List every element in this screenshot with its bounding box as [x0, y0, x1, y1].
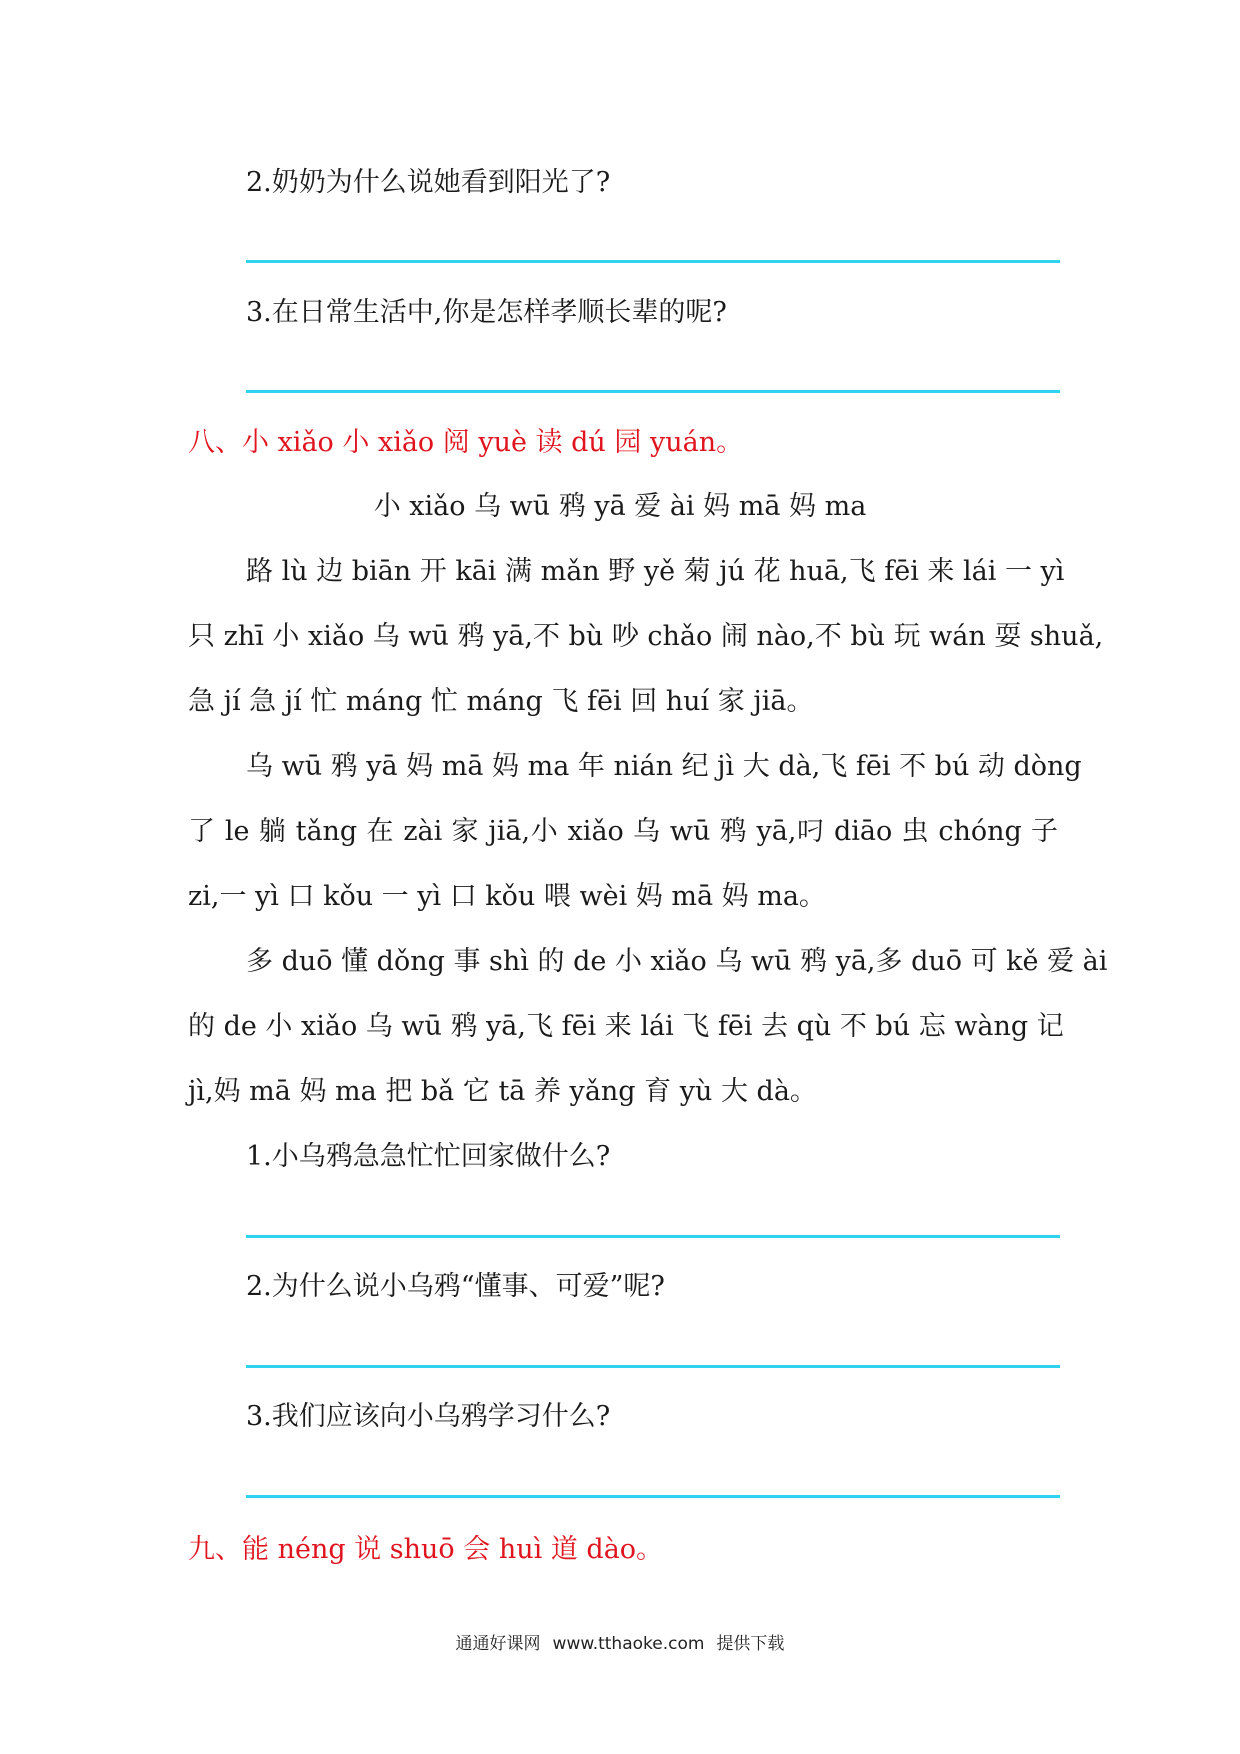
- story-paragraph-1-line-2: 只 zhī 小 xiǎo 乌 wū 鸦 yā,不 bù 吵 chǎo 闹 nào,不 bù 玩 wán 耍 shuǎ,: [188, 621, 1104, 652]
- footer-url[interactable]: www.tthaoke.com: [552, 1634, 705, 1654]
- answer-line[interactable]: [246, 260, 1060, 263]
- footer-site-name: 通通好课网: [455, 1634, 541, 1654]
- story-paragraph-3-line-1: 多 duō 懂 dǒng 事 shì 的 de 小 xiǎo 乌 wū 鸦 yā,多 duō 可 kě 爱 ài: [246, 946, 1108, 977]
- story-paragraph-1-line-3: 急 jí 急 jí 忙 máng 忙 máng 飞 fēi 回 huí 家 jiā。: [188, 686, 814, 717]
- story-title: 小 xiǎo 乌 wū 鸦 yā 爱 ài 妈 mā 妈 ma: [373, 491, 867, 522]
- answer-line[interactable]: [246, 1365, 1060, 1368]
- story-paragraph-2-line-1: 乌 wū 鸦 yā 妈 mā 妈 ma 年 nián 纪 jì 大 dà,飞 fēi 不 bú 动 dòng: [246, 751, 1082, 782]
- question-8-3: 3.我们应该向小乌鸦学习什么?: [246, 1401, 611, 1432]
- footer-suffix: 提供下载: [716, 1634, 785, 1654]
- section-8-heading: 八、小 xiǎo 小 xiǎo 阅 yuè 读 dú 园 yuán。: [188, 427, 744, 458]
- question-8-1: 1.小乌鸦急急忙忙回家做什么?: [246, 1141, 611, 1172]
- footer: [0, 1632, 1240, 1656]
- question-7-3: 3.在日常生活中,你是怎样孝顺长辈的呢?: [246, 297, 727, 328]
- story-paragraph-2-line-3: zi,一 yì 口 kǒu 一 yì 口 kǒu 喂 wèi 妈 mā 妈 ma。: [188, 881, 826, 912]
- section-9-heading: 九、能 néng 说 shuō 会 huì 道 dào。: [188, 1534, 664, 1565]
- question-8-2: 2.为什么说小乌鸦“懂事、可爱”呢?: [246, 1271, 665, 1302]
- answer-line[interactable]: [246, 390, 1060, 393]
- story-paragraph-1-line-1: 路 lù 边 biān 开 kāi 满 mǎn 野 yě 菊 jú 花 huā,飞 fēi 来 lái 一 yì: [246, 556, 1065, 587]
- story-paragraph-3-line-3: jì,妈 mā 妈 ma 把 bǎ 它 tā 养 yǎng 育 yù 大 dà。: [188, 1076, 817, 1107]
- story-paragraph-3-line-2: 的 de 小 xiǎo 乌 wū 鸦 yā,飞 fēi 来 lái 飞 fēi 去 qù 不 bú 忘 wàng 记: [188, 1011, 1064, 1042]
- answer-line[interactable]: [246, 1235, 1060, 1238]
- answer-line[interactable]: [246, 1495, 1060, 1498]
- story-paragraph-2-line-2: 了 le 躺 tǎng 在 zài 家 jiā,小 xiǎo 乌 wū 鸦 yā,叼 diāo 虫 chóng 子: [188, 816, 1058, 847]
- question-7-2: 2.奶奶为什么说她看到阳光了?: [246, 167, 611, 198]
